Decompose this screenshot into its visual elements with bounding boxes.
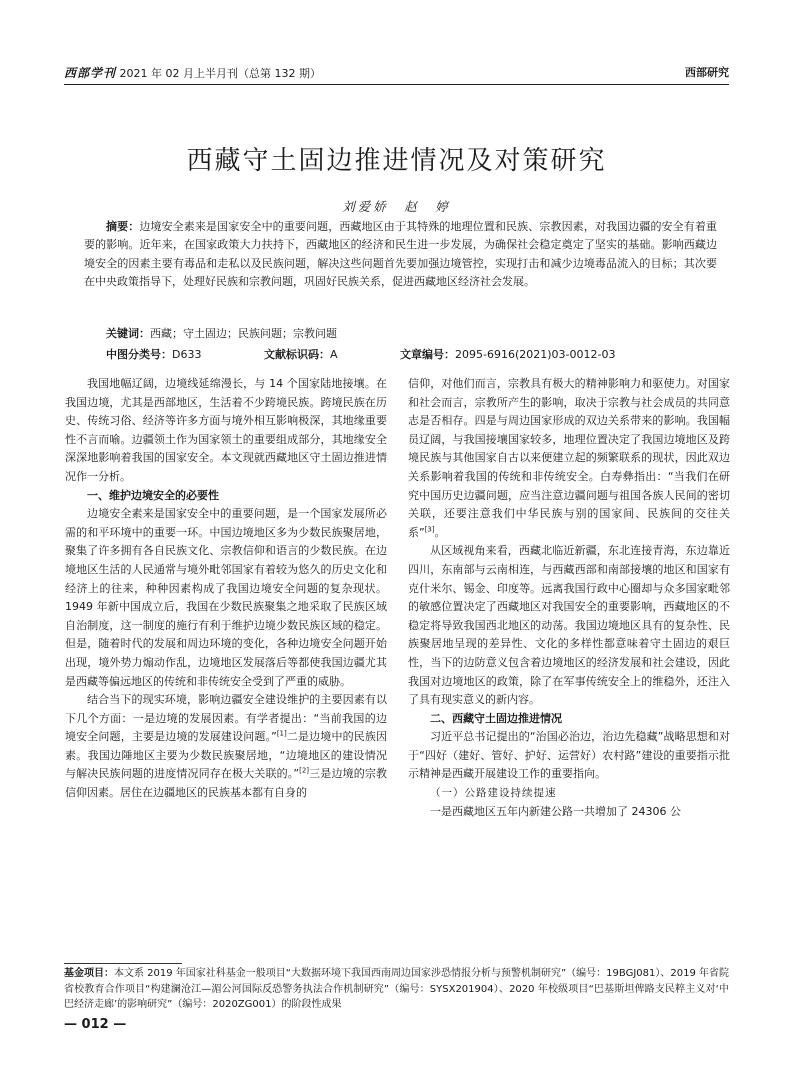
paragraph-text: 。 — [434, 525, 446, 539]
body-column-left — [65, 375, 387, 803]
journal-logo: 西部学刊 — [64, 66, 117, 80]
abstract-text: 边境安全素来是国家安全中的重要问题，西藏地区由于其特殊的地理位置和民族、宗教因素，对我国边疆的安全有着重要的影响。近年来，在国家政策大力扶持下，西藏地区的经济和民生进一步发展，为确保社会稳定奠定了坚实的基础。影响西藏边境安全的因素主要有毒品和走私以及民族问题，解决这些问题首先要加强边境管控，实现打击和减少边境毒品流入的目标；其次要在中央政策指导下，处理好民族和宗教问题，巩固好民族关系，促进西藏地区经济社会发展。 — [84, 220, 718, 288]
section-heading-1: 一、维护边境安全的必要性 — [87, 488, 219, 502]
journal-info — [64, 64, 321, 81]
paragraph-text: 信仰，对他们而言，宗教具有极大的精神影响力和驱使力。对国家和社会而言，宗教所产生的影响，取决于宗教与社会成员的共同意志是否相存。四是与周边国家形成的双边关系带来的影响。我国幅员辽阔，与我国接壤国家较多，地理位置决定了我国边境地区及跨境民族与其他国家自古以来便建立起的频繁联系的现状，因此双边关系影响着我国的传统和非传统安全。白寿彝指出：“当我们在研究中国历史边疆问题，应当注意边疆问题与祖国各族人民间的密切关联，还要注意我们中华民族与别的国家间、民族间的交往关系” — [408, 377, 730, 539]
footnote-rule — [64, 963, 182, 964]
issue-info: 2021 年 02 月上半月刊（总第 132 期） — [119, 67, 321, 80]
article-title: 西藏守土固边推进情况及对策研究 — [186, 146, 607, 176]
section-heading-2: 二、西藏守土固边推进情况 — [430, 711, 562, 725]
abstract — [84, 218, 717, 291]
citation-ref: [2] — [299, 766, 310, 775]
paragraph — [65, 691, 387, 803]
running-header — [64, 64, 729, 84]
classification-line — [106, 346, 717, 362]
keywords-label: 关键词： — [106, 327, 150, 340]
funding-label: 基金项目： — [64, 968, 114, 979]
citation-ref: [1] — [276, 729, 287, 738]
subsection-heading: （一）公路建设持续提速 — [430, 787, 557, 800]
section-name: 西部研究 — [685, 66, 729, 79]
article-number-value: 2095-6916(2021)03-0012-03 — [455, 348, 616, 361]
keywords — [106, 325, 717, 341]
paragraph: 边境安全素来是国家安全中的重要问题，是一个国家发展所必需的和平环境中的重要一环。中国边境地区多为少数民族聚居地，聚集了许多拥有各自民族文化、宗教信仰和语言的少数民族。在边境地区生活的人民通常与境外毗邻国家有着较为悠久的历史文化和经济上的往来，种种因素构成了我国边境安全问题的复杂现状。1949 年新中国成立后，我国在少数民族聚集之地采取了民族区域自治制度，这一制度的施行有利于维护边境少数民族区域的稳定。但是，随着时代的发展和周边环境的变化，各种边境安全问题开始出现，境外势力煽动作乱，边境地区发展落后等都使我国边疆尤其是西藏等偏远地区的传统和非传统安全受到了严重的威胁。 — [65, 507, 387, 688]
doc-code-label: 文献标识码： — [264, 348, 330, 361]
paragraph-text: 二是边境中的民族因素。我国边陲地区主要为少数民族聚居地，“边境地区的建设情况与解决民族问题的进度情况同存在极大关联的。” — [65, 730, 387, 781]
doc-code-value: A — [330, 348, 338, 361]
authors: 刘爱娇 赵 婷 — [342, 199, 451, 214]
citation-ref: [3] — [424, 525, 435, 534]
keywords-text: 西藏；守土固边；民族问题；宗教问题 — [150, 327, 337, 340]
clc-value: D633 — [172, 348, 202, 361]
paragraph: 一是西藏地区五年内新建公路一共增加了 24306 公 — [430, 804, 681, 818]
paragraph: 习近平总书记提出的“治国必治边，治边先稳藏”战略思想和对于“四好（建好、管好、护好、运营好）农村路”建设的重要指示批示精神是西藏开展建设工作的重要指向。 — [408, 730, 730, 781]
body-column-right — [408, 375, 730, 821]
paragraph: 我国地幅辽阔，边境线延绵漫长，与 14 个国家陆地接壤。在我国边境，尤其是西部地区，生活着不少跨境民族。跨境民族在历史、传统习俗、经济等许多方面与境外相互影响极深，其地缘重要性不言而喻。边疆领土作为国家领土的重要组成部分，其地缘安全深深地影响着我国的国家安全。本文现就西藏地区守土固边推进情况作一分析。 — [65, 377, 387, 483]
paragraph-text: 结合当下的现实环境，影响边疆安全建设维护的主要因素有以下几个方面：一是边境的发展因素。有学者提出：“当前我国的边境安全问题，主要是边境的发展建设问题。” — [65, 693, 387, 744]
funding-footnote — [64, 966, 729, 1013]
paragraph: 从区域视角来看，西藏北临近新疆，东北连接青海，东边靠近四川，东南部与云南相连，与西藏西部和南部接壤的地区和国家有克什米尔、锡金、印度等。远离我国行政中心圈却与众多国家毗邻的敏感位置决定了西藏地区对我国安全的重要影响，西藏地区的不稳定将导致我国西北地区的动荡。我国边境地区具有的复杂性、民族聚居地呈现的差异性、文化的多样性都意味着守土固边的艰巨性，当下的边防意义包含着边境地区的经济发展和社会建设，因此我国对边境地区的政策，除了在军事传统安全上的维稳外，还注入了具有现实意义的新内容。 — [408, 544, 730, 707]
funding-text: 本文系 2019 年国家社科基金一般项目“大数据环境下我国西南周边国家涉恐情报分析与预警机制研究”（编号：19BGJ081）、2019 年省院省校教育合作项目“构建澜沧江—湄公河国际反恐警务执法合作机制研究”（编号：SYSX201904）、2020 年校级项目“巴基斯坦俾路支民粹主义对‘中巴经济走廊’的影响研究”（编号：2020ZG001）的阶段性成果 — [64, 968, 729, 1010]
header-rule — [64, 84, 729, 85]
abstract-label: 摘要： — [106, 220, 140, 233]
paragraph-text: 三是边境的宗教信仰因素。居住在边疆地区的民族基本都有自身的 — [65, 767, 387, 800]
page-number: — 012 — — [64, 1017, 127, 1032]
clc-label: 中图分类号： — [106, 348, 172, 361]
paragraph — [408, 375, 730, 542]
article-number-label: 文章编号： — [400, 348, 455, 361]
